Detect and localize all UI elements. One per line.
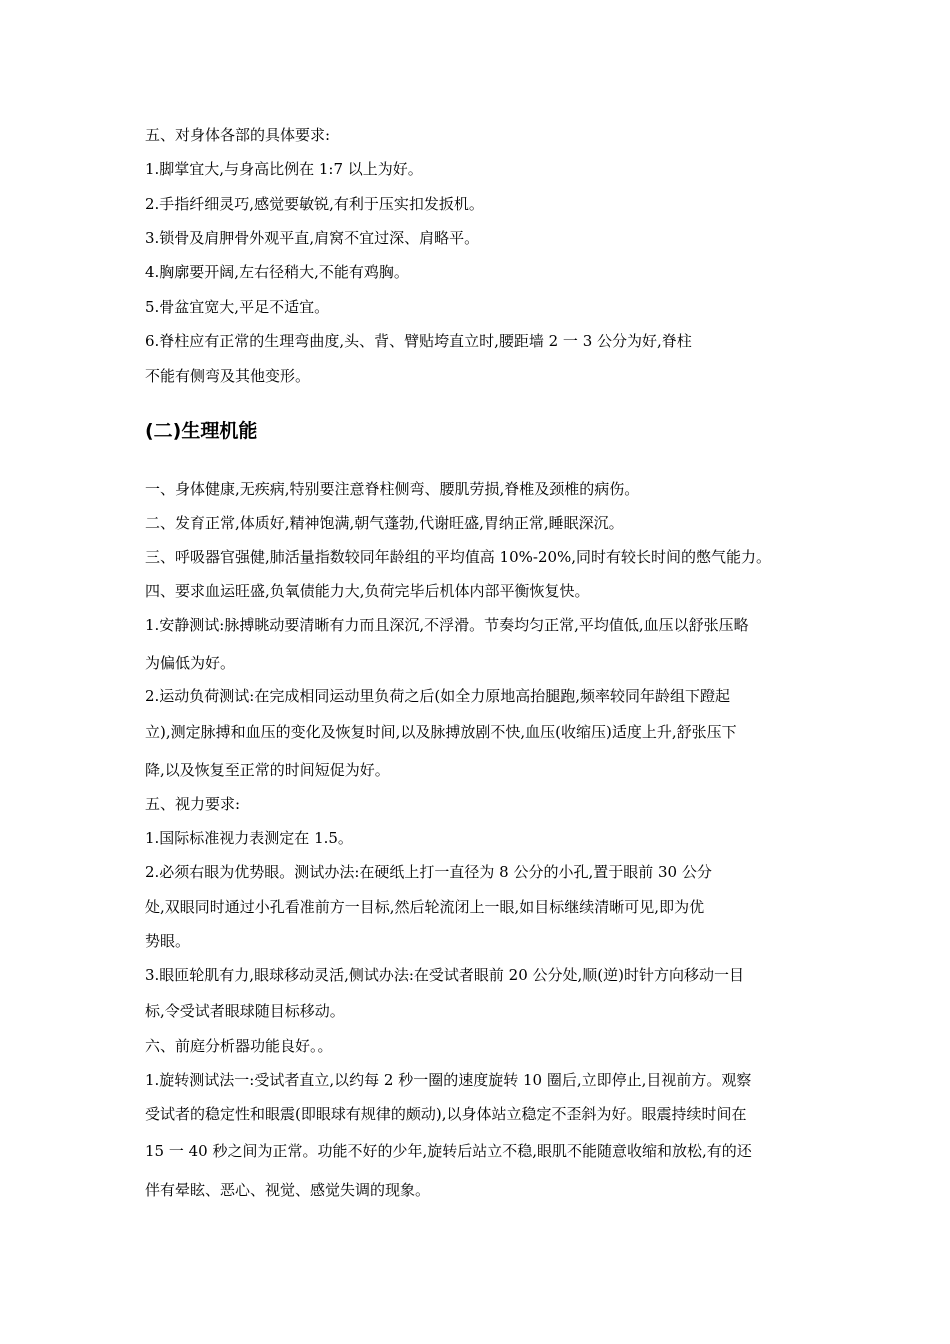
section2-line-0: 一、身体健康,无疾病,特别要注意脊柱侧弯、腰肌劳损,脊椎及颈椎的病伤。 bbox=[145, 480, 640, 498]
section2-line-11: 2.必须右眼为优势眼。测试办法:在硬纸上打一直径为 8 公分的小孔,置于眼前 30 公分 bbox=[145, 863, 712, 881]
section1-line-6: 6.脊柱应有正常的生理弯曲度,头、背、臂贴垮直立时,腰距墙 2 一 3 公分为好,脊柱 bbox=[145, 332, 692, 350]
section2-line-19: 15 一 40 秒之间为正常。功能不好的少年,旋转后站立不稳,眼肌不能随意收缩和放松,有的还 bbox=[145, 1142, 752, 1160]
section2-line-17: 1.旋转测试法一:受试者直立,以约每 2 秒一圈的速度旋转 10 圈后,立即停止,目视前方。观察 bbox=[145, 1071, 752, 1089]
section2-line-2: 三、呼吸器官强健,肺活量指数较同年龄组的平均值高 10%-20%,同时有较长时间的憋气能力。 bbox=[145, 548, 772, 566]
section1-line-5: 5.骨盆宜宽大,平足不适宜。 bbox=[145, 298, 330, 316]
section2-line-15: 标,令受试者眼球随目标移动。 bbox=[145, 1002, 345, 1020]
section2-line-13: 势眼。 bbox=[145, 932, 191, 950]
section2-line-8: 降,以及恢复至正常的时间短促为好。 bbox=[145, 761, 390, 779]
section2-line-16: 六、前庭分析器功能良好。。 bbox=[145, 1037, 333, 1055]
section-heading: (二)生理机能 bbox=[145, 420, 258, 442]
section1-line-2: 2.手指纤细灵巧,感觉要敏锐,有利于压实扣发扳机。 bbox=[145, 195, 484, 213]
section1-line-0: 五、对身体各部的具体要求: bbox=[145, 126, 331, 144]
section1-line-3: 3.锁骨及肩胛骨外观平直,肩窝不宜过深、肩略平。 bbox=[145, 229, 480, 247]
section2-line-10: 1.国际标准视力表测定在 1.5。 bbox=[145, 829, 353, 847]
section1-line-7: 不能有侧弯及其他变形。 bbox=[145, 367, 311, 385]
section2-line-4: 1.安静测试:脉搏眺动要清晰有力而且深沉,不浮滑。节奏均匀正常,平均值低,血压以舒张压略 bbox=[145, 616, 749, 634]
section2-line-20: 伴有晕眩、恶心、视觉、感觉失调的现象。 bbox=[145, 1181, 431, 1199]
section2-line-9: 五、视力要求: bbox=[145, 795, 241, 813]
section2-line-7: 立),测定脉搏和血压的变化及恢复时间,以及脉搏放剧不快,血压(收缩压)适度上升,舒张压下 bbox=[145, 723, 737, 741]
section2-line-6: 2.运动负荷测试:在完成相同运动里负荷之后(如全力原地高抬腿跑,频率较同年龄组下蹬起 bbox=[145, 687, 730, 705]
section1-line-1: 1.脚掌宜大,与身高比例在 1:7 以上为好。 bbox=[145, 160, 423, 178]
section2-line-1: 二、发育正常,体质好,精神饱满,朝气蓬勃,代谢旺盛,胃纳正常,睡眠深沉。 bbox=[145, 514, 624, 532]
section2-line-5: 为偏低为好。 bbox=[145, 654, 236, 672]
section2-line-14: 3.眼匝轮肌有力,眼球移动灵活,侧试办法:在受试者眼前 20 公分处,顺(逆)时针方向移动一目 bbox=[145, 966, 745, 984]
section2-line-18: 受试者的稳定性和眼震(即眼球有规律的颇动),以身体站立稳定不歪斜为好。眼震持续时间在 bbox=[145, 1105, 747, 1123]
section1-line-4: 4.胸廓要开阔,左右径稍大,不能有鸡胸。 bbox=[145, 263, 409, 281]
section2-line-12: 处,双眼同时通过小孔看准前方一目标,然后轮流闭上一眼,如目标继续清晰可见,即为优 bbox=[145, 898, 705, 916]
section2-line-3: 四、要求血运旺盛,负氧债能力大,负荷完毕后机体内部平衡恢复快。 bbox=[145, 582, 590, 600]
